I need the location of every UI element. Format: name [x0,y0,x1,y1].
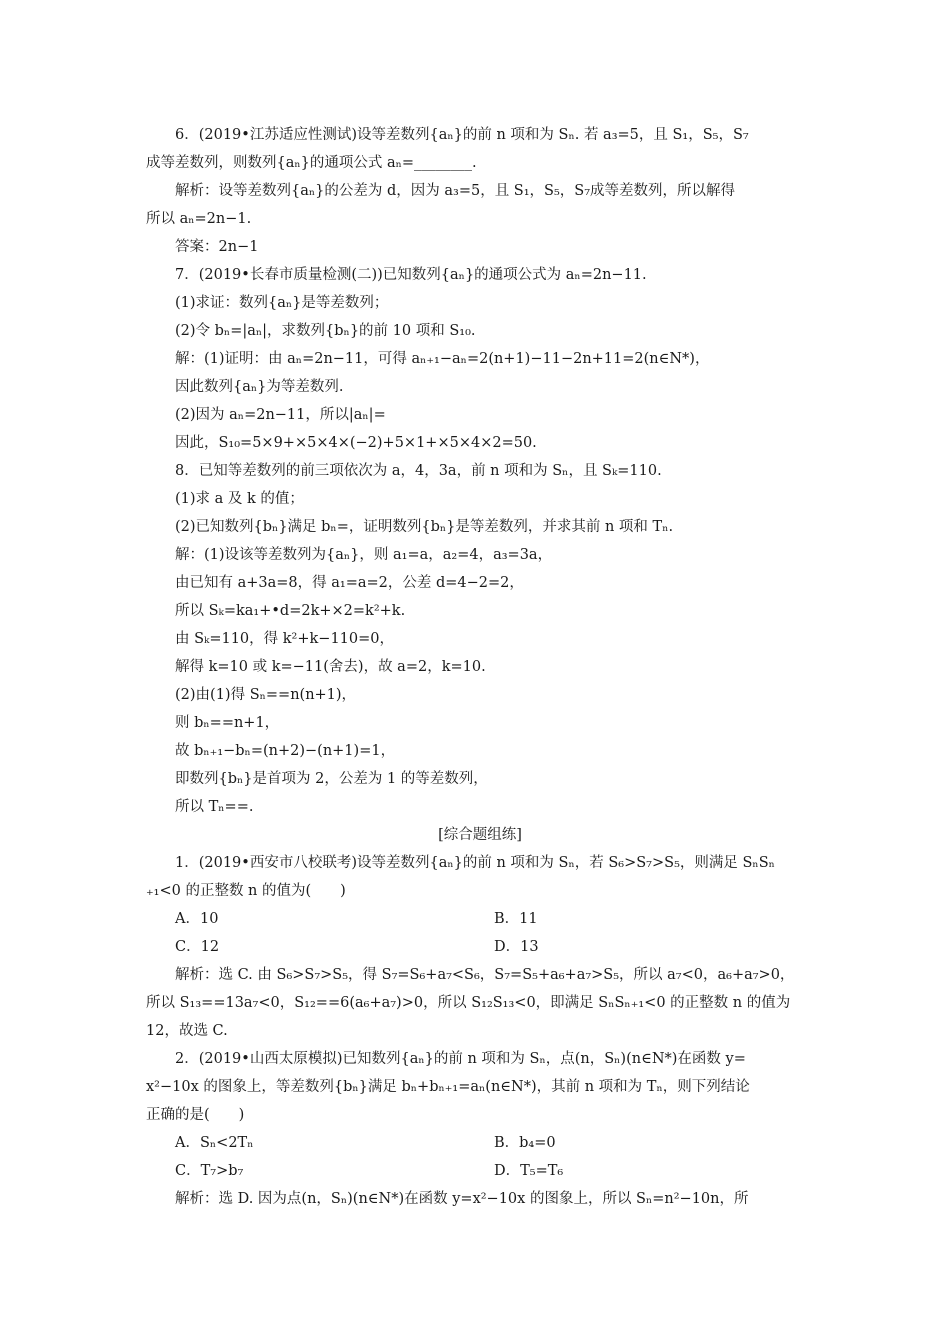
c1-option-b: B．11 [494,911,538,927]
q7-part-2: (2)令 bₙ=|aₙ|，求数列{bₙ}的前 10 项和 S₁₀. [175,323,476,339]
q8-solution-4: 由 Sₖ=110，得 k²+k−110=0， [175,631,395,647]
q8-solution-8: 故 bₙ₊₁−bₙ=(n+2)−(n+1)=1， [175,743,396,759]
q8-solution-1: 解：(1)设该等差数列为{aₙ}，则 a₁=a，a₂=4，a₃=3a， [175,547,553,563]
q6-line-1: 6．(2019•江苏适应性测试)设等差数列{aₙ}的前 n 项和为 Sₙ. 若 a₃=5，且 S₁，S₅，S₇ [175,127,749,143]
c1-analysis-1: 解析：选 C. 由 S₆>S₇>S₅，得 S₇=S₆+a₇<S₆，S₇=S₅+a₆+a₇>S₅，所以 a₇<0，a₆+a₇>0， [175,967,795,983]
c2-option-c: C．T₇>b₇ [175,1163,244,1179]
q7-solution-4: 因此，S₁₀=5×9+×5×4×(−2)+5×1+×5×4×2=50. [175,435,537,451]
q8-solution-6: (2)由(1)得 Sₙ==n(n+1)， [175,687,357,703]
q8-part-1: (1)求 a 及 k 的值； [175,491,304,507]
q6-analysis-1: 解析：设等差数列{aₙ}的公差为 d，因为 a₃=5，且 S₁，S₅，S₇成等差数列，所以解得 [175,183,736,199]
q6-analysis-2: 所以 aₙ=2n−1. [146,211,252,227]
q7-solution-2: 因此数列{aₙ}为等差数列. [175,379,344,395]
q6-answer: 答案：2n−1 [175,239,259,255]
c2-line-1: 2．(2019•山西太原模拟)已知数列{aₙ}的前 n 项和为 Sₙ，点(n，Sₙ)(n∈N*)在函数 y= [175,1051,746,1067]
q8-solution-2: 由已知有 a+3a=8，得 a₁=a=2，公差 d=4−2=2， [175,575,524,591]
c1-analysis-3: 12，故选 C. [146,1023,228,1039]
q8-solution-3: 所以 Sₖ=ka₁+•d=2k+×2=k²+k. [175,603,406,619]
q8-solution-7: 则 bₙ==n+1， [175,715,280,731]
c2-option-b: B．b₄=0 [494,1135,556,1151]
c1-line-2: ₊₁<0 的正整数 n 的值为( ) [146,883,346,899]
q7-part-1: (1)求证：数列{aₙ}是等差数列； [175,295,389,311]
c2-line-2: x²−10x 的图象上，等差数列{bₙ}满足 bₙ+bₙ₊₁=aₙ(n∈N*)，其前 n 项和为 Tₙ，则下列结论 [146,1079,750,1095]
c2-option-a: A．Sₙ<2Tₙ [175,1135,254,1151]
q7-solution-1: 解：(1)证明：由 aₙ=2n−11，可得 aₙ₊₁−aₙ=2(n+1)−11−2n+11=2(n∈N*)， [175,351,710,367]
c2-line-3: 正确的是( ) [146,1107,245,1123]
q8-solution-10: 所以 Tₙ==. [175,799,254,815]
c1-option-c: C．12 [175,939,220,955]
q6-line-2: 成等差数列，则数列{aₙ}的通项公式 aₙ=________. [146,155,477,171]
c1-option-d: D．13 [494,939,539,955]
q8-line-1: 8．已知等差数列的前三项依次为 a，4，3a，前 n 项和为 Sₙ，且 Sₖ=110. [175,463,662,479]
c1-analysis-2: 所以 S₁₃==13a₇<0，S₁₂==6(a₆+a₇)>0，所以 S₁₂S₁₃<0，即满足 SₙSₙ₊₁<0 的正整数 n 的值为 [146,995,791,1011]
c1-line-1: 1．(2019•西安市八校联考)设等差数列{aₙ}的前 n 项和为 Sₙ，若 S₆>S₇>S₅，则满足 SₙSₙ [175,855,775,871]
q7-line-1: 7．(2019•长春市质量检测(二))已知数列{aₙ}的通项公式为 aₙ=2n−11. [175,267,647,283]
c2-analysis-1: 解析：选 D. 因为点(n，Sₙ)(n∈N*)在函数 y=x²−10x 的图象上，所以 Sₙ=n²−10n，所 [175,1191,749,1207]
section-heading: [综合题组练] [438,827,522,843]
q8-solution-9: 即数列{bₙ}是首项为 2，公差为 1 的等差数列， [175,771,488,787]
q7-solution-3: (2)因为 aₙ=2n−11，所以|aₙ|= [175,407,386,423]
q8-solution-5: 解得 k=10 或 k=−11(舍去)，故 a=2，k=10. [175,659,486,675]
q8-part-2: (2)已知数列{bₙ}满足 bₙ=，证明数列{bₙ}是等差数列，并求其前 n 项和 Tₙ. [175,519,674,535]
c2-option-d: D．T₅=T₆ [494,1163,564,1179]
c1-option-a: A．10 [175,911,219,927]
